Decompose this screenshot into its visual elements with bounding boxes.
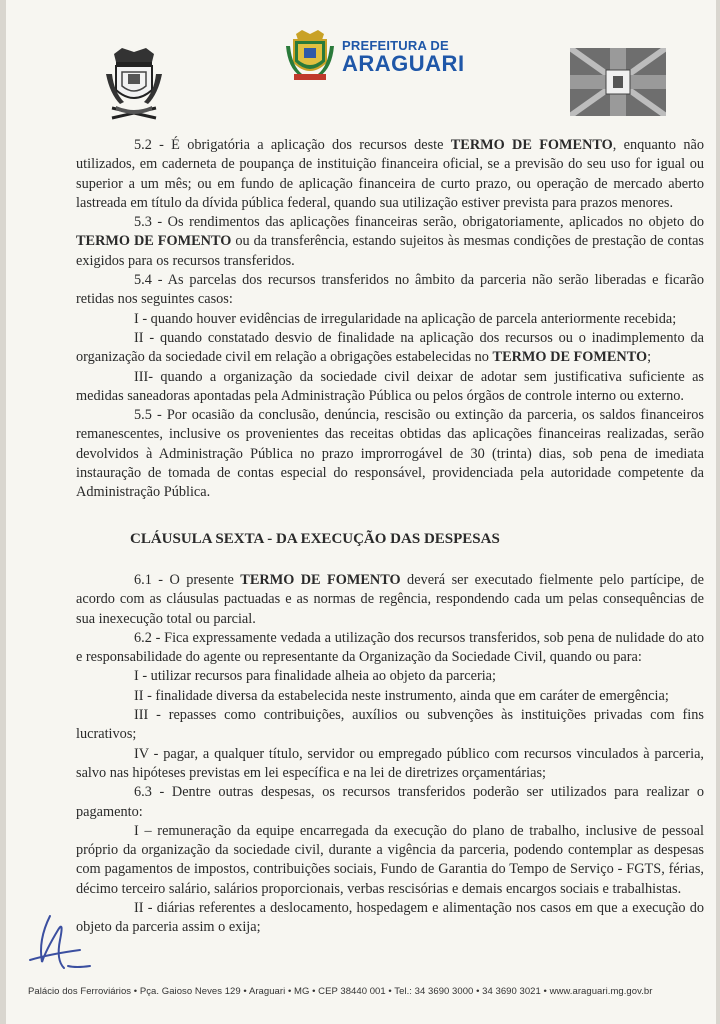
document-page	[6, 0, 716, 1024]
paragraph-5-4-ii: II - quando constatado desvio de finalidade na aplicação dos recursos ou o inadimplemento da organização da sociedade civil em relação a obrigações estabelecidas no TERMO DE FOMENTO;	[76, 329, 704, 366]
paragraph-5-4: 5.4 - As parcelas dos recursos transferidos no âmbito da parceria não serão liberadas e ficarão retidas nos seguintes casos:	[76, 272, 704, 308]
paragraph-5-3: 5.3 - Os rendimentos das aplicações financeiras serão, obrigatoriamente, aplicados no objeto do TERMO DE FOMENTO ou da transferência, estando sujeitos às mesmas condições de prestação de contas exigidos para os recursos transferidos.	[76, 214, 704, 269]
paragraph-6-3: 6.3 - Dentre outras despesas, os recursos transferidos poderão ser utilizados para realizar o pagamento:	[76, 784, 704, 820]
paragraph-6-2-iv: IV - pagar, a qualquer título, servidor ou empregado público com recursos vinculados à parceria, salvo nas hipóteses previstas em lei específica e na lei de diretrizes orçamentárias;	[76, 745, 704, 781]
paragraph-5-5: 5.5 - Por ocasião da conclusão, denúncia, rescisão ou extinção da parceria, os saldos financeiros remanescentes, inclusive os provenientes das receitas obtidas das aplicações financeiras realizadas, serão devolvidos à Administração Pública no prazo improrrogável de 30 (trinta) dias, sob pena de imediata instauração de tomada de contas especial do responsável, providenciada pela autoridade competente da Administração Pública.	[76, 407, 704, 501]
brand-line2: ARAGUARI	[342, 51, 465, 76]
document-body	[76, 136, 704, 938]
footer-address: Palácio dos Ferroviários • Pça. Gaioso Neves 129 • Araguari • MG • CEP 38440 001 • Tel.: 34 3690 3000 • 34 3690 3021 • www.araguari.mg.gov.br	[28, 986, 653, 997]
paragraph-6-1: 6.1 - O presente TERMO DE FOMENTO deverá ser executado fielmente pelo partícipe, de acordo com as cláusulas pactuadas e as normas de regência, respondendo cada um pelas consequências de sua inexecução total ou parcial.	[76, 571, 704, 627]
clause-title: CLÁUSULA SEXTA - DA EXECUÇÃO DAS DESPESAS	[130, 530, 500, 547]
paragraph-5-4-i: I - quando houver evidências de irregularidade na aplicação de parcela anteriormente recebida;	[134, 310, 677, 327]
prefeitura-araguari-logo	[282, 28, 482, 86]
coat-of-arms-logo	[102, 44, 166, 128]
paragraph-6-2-i: I - utilizar recursos para finalidade alheia ao objeto da parceria;	[134, 668, 497, 685]
brand-line1: PREFEITURA DE	[342, 38, 449, 53]
paragraph-6-3-ii: II - diárias referentes a deslocamento, hospedagem e alimentação nos casos em que a execução do objeto da parceria assim o exija;	[76, 899, 704, 936]
paragraph-6-2: 6.2 - Fica expressamente vedada a utilização dos recursos transferidos, sob pena de nulidade do ato e responsabilidade do agente ou representante da Organização da Sociedade Civil, quando ou para:	[76, 629, 704, 666]
paragraph-6-3-i: I – remuneração da equipe encarregada da execução do plano de trabalho, inclusive de pessoal próprio da organização da sociedade civil, durante a vigência da parceria, podendo contemplar as despesas com pagamentos de impostos, contribuições sociais, Fundo de Garantia do Tempo de Serviço - FGTS, férias, décimo terceiro salário, salários proporcionais, verbas rescisórias e demais encargos sociais e trabalhistas.	[76, 822, 704, 897]
municipal-flag-icon	[570, 48, 666, 116]
paragraph-6-2-iii: III - repasses como contribuições, auxílios ou subvenções às instituições privadas com fins lucrativos;	[76, 707, 704, 743]
signature-mark	[20, 910, 100, 980]
paragraph-5-2: 5.2 - É obrigatória a aplicação dos recursos deste TERMO DE FOMENTO, enquanto não utilizados, em caderneta de poupança de instituição financeira oficial, se a previsão do seu uso for igual ou superior a um mês; ou em fundo de aplicação financeira de curto prazo, ou operação de mercado aberto lastreada em título da dívida pública federal, quando sua utilização estiver prevista para prazos menores.	[76, 137, 704, 211]
paragraph-5-4-iii: III- quando a organização da sociedade civil deixar de adotar sem justificativa suficiente as medidas saneadoras apontadas pela Administração Pública ou pelos órgãos de controle interno ou externo.	[76, 368, 704, 404]
paragraph-6-2-ii: II - finalidade diversa da estabelecida neste instrumento, ainda que em caráter de emergência;	[134, 687, 669, 704]
